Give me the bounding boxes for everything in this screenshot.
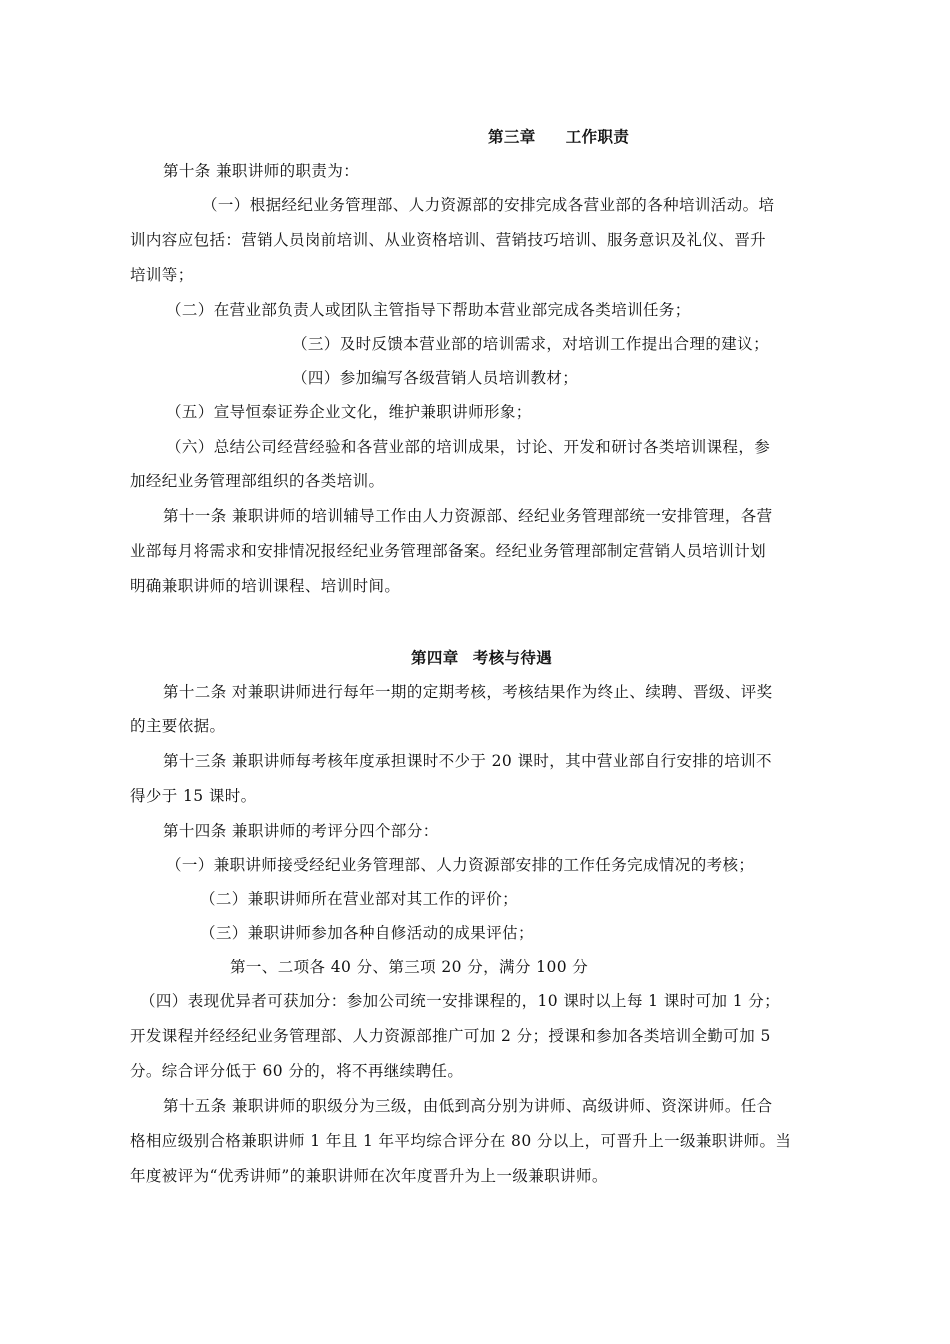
- article-12-line-2: 的主要依据。: [130, 717, 226, 735]
- article-15-line-1: 第十五条 兼职讲师的职级分为三级，由低到高分别为讲师、高级讲师、资深讲师。任合: [163, 1097, 773, 1115]
- chapter-4-label: 第四章: [411, 649, 459, 667]
- article-14-score-rule: 第一、二项各 40 分、第三项 20 分，满分 100 分: [230, 958, 589, 976]
- article-10-heading: 第十条 兼职讲师的职责为：: [163, 162, 360, 180]
- article-13-line-1: 第十三条 兼职讲师每考核年度承担课时不少于 20 课时，其中营业部自行安排的培训不: [163, 752, 772, 770]
- article-11-line-1: 第十一条 兼职讲师的培训辅导工作由人力资源部、经纪业务管理部统一安排管理，各营: [163, 507, 773, 525]
- article-11-line-2: 业部每月将需求和安排情况报经纪业务管理部备案。经纪业务管理部制定营销人员培训计划: [130, 542, 767, 560]
- article-11-line-3: 明确兼职讲师的培训课程、培训时间。: [130, 577, 401, 595]
- article-12-line-1: 第十二条 对兼职讲师进行每年一期的定期考核，考核结果作为终止、续聘、晋级、评奖: [163, 683, 773, 701]
- article-14-heading: 第十四条 兼职讲师的考评分四个部分：: [163, 822, 439, 840]
- article-15-line-2: 格相应级别合格兼职讲师 1 年且 1 年平均综合评分在 80 分以上，可晋升上一级兼职讲师。当: [130, 1132, 792, 1150]
- article-14-item-4-line-3: 分。综合评分低于 60 分的，将不再继续聘任。: [130, 1062, 464, 1080]
- article-10-item-5: （五）宣导恒泰证券企业文化，维护兼职讲师形象；: [166, 403, 532, 421]
- article-14-item-4-line-1: （四）表现优异者可获加分：参加公司统一安排课程的，10 课时以上每 1 课时可加 1 分；: [140, 992, 781, 1010]
- article-10-item-3: （三）及时反馈本营业部的培训需求，对培训工作提出合理的建议；: [292, 335, 770, 353]
- article-10-item-4: （四）参加编写各级营销人员培训教材；: [292, 369, 579, 387]
- chapter-3-heading: [488, 126, 629, 148]
- chapter-3-label: 第三章: [488, 128, 536, 146]
- chapter-4-heading: [411, 647, 552, 669]
- article-14-item-3: （三）兼职讲师参加各种自修活动的成果评估；: [200, 924, 534, 942]
- article-10-item-6-line-2: 加经纪业务管理部组织的各类培训。: [130, 472, 385, 490]
- chapter-3-title: 工作职责: [565, 128, 630, 146]
- chapter-4-title: 考核与待遇: [472, 649, 553, 667]
- article-14-item-2: （二）兼职讲师所在营业部对其工作的评价；: [200, 890, 519, 908]
- article-15-line-3: 年度被评为“优秀讲师”的兼职讲师在次年度晋升为上一级兼职讲师。: [130, 1167, 608, 1185]
- article-10-item-1-line-3: 培训等；: [130, 266, 194, 284]
- article-10-item-1-line-1: （一）根据经纪业务管理部、人力资源部的安排完成各营业部的各种培训活动。培: [202, 196, 775, 214]
- article-13-line-2: 得少于 15 课时。: [130, 787, 257, 805]
- article-10-item-6-line-1: （六）总结公司经营经验和各营业部的培训成果，讨论、开发和研讨各类培训课程，参: [166, 438, 771, 456]
- article-14-item-4-line-2: 开发课程并经经纪业务管理部、人力资源部推广可加 2 分；授课和参加各类培训全勤可加 5: [130, 1027, 771, 1045]
- article-10-item-1-line-2: 训内容应包括：营销人员岗前培训、从业资格培训、营销技巧培训、服务意识及礼仪、晋升: [130, 231, 767, 249]
- article-14-item-1: （一）兼职讲师接受经纪业务管理部、人力资源部安排的工作任务完成情况的考核；: [166, 856, 755, 874]
- article-10-item-2: （二）在营业部负责人或团队主管指导下帮助本营业部完成各类培训任务；: [166, 301, 691, 319]
